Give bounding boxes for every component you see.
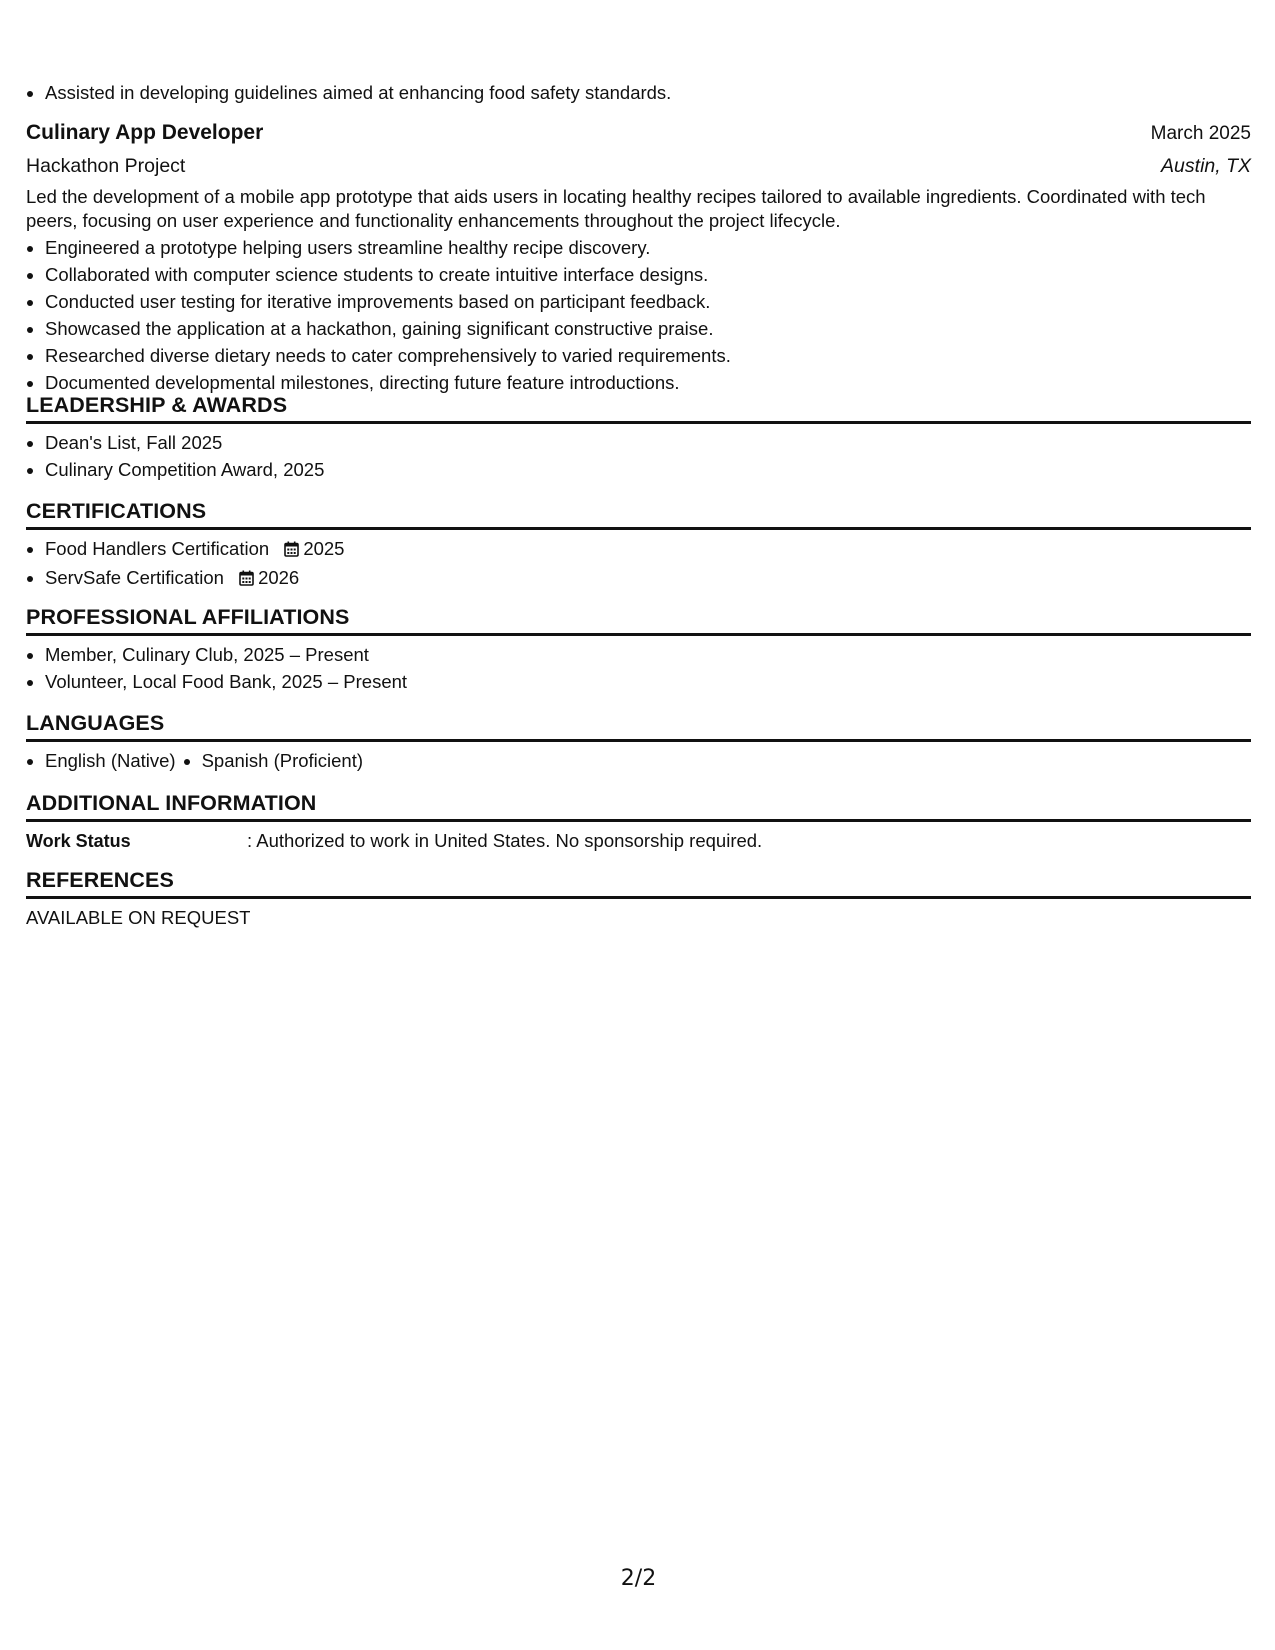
job-title: Culinary App Developer — [26, 121, 264, 144]
previous-job-bullets — [26, 79, 671, 106]
list-item: • Showcased the application at a hackathon, gaining significant constructive praise. — [45, 315, 1251, 342]
certification-year: 2025 — [303, 538, 345, 559]
list-item — [45, 564, 1251, 593]
leadership-list — [26, 429, 1251, 483]
languages-section — [26, 708, 1251, 774]
job-bullets — [26, 234, 1251, 396]
list-item: • Documented developmental milestones, directing future feature introductions. — [45, 369, 1251, 396]
list-item: • Assisted in developing guidelines aimed at enhancing food safety standards. — [45, 79, 671, 106]
list-item: • Member, Culinary Club, 2025 – Present — [45, 641, 1251, 668]
resume-page — [26, 0, 1251, 1650]
job-organization: Hackathon Project — [26, 155, 186, 177]
list-item: • Volunteer, Local Food Bank, 2025 – Present — [45, 668, 1251, 695]
section-divider — [26, 421, 1251, 424]
section-heading: PROFESSIONAL AFFILIATIONS — [26, 605, 350, 629]
work-status-value: : Authorized to work in United States. No sponsorship required. — [247, 830, 763, 851]
job-description: Led the development of a mobile app prototype that aids users in locating healthy recipes tailored to available ingredients. Coordinated with tech peers, focusing on user experience and functionality enhancements throughout the project lifecycle. — [26, 186, 1206, 231]
job-location: Austin, TX — [1161, 155, 1251, 177]
list-item — [45, 535, 1251, 564]
section-divider — [26, 633, 1251, 636]
section-divider — [26, 896, 1251, 899]
section-divider — [26, 819, 1251, 822]
references-text: AVAILABLE ON REQUEST — [26, 907, 251, 928]
certifications-section — [26, 496, 1251, 593]
section-divider — [26, 739, 1251, 742]
work-status-label: Work Status — [26, 831, 131, 851]
section-heading: LEADERSHIP & AWARDS — [26, 393, 288, 417]
certification-name: ServSafe Certification — [45, 567, 224, 588]
section-heading: REFERENCES — [26, 868, 174, 892]
calendar-icon — [284, 537, 299, 564]
section-heading: LANGUAGES — [26, 711, 165, 735]
list-item: • Engineered a prototype helping users streamline healthy recipe discovery. — [45, 234, 1251, 261]
list-item: • Collaborated with computer science students to create intuitive interface designs. — [45, 261, 1251, 288]
calendar-icon — [239, 566, 254, 593]
section-heading: ADDITIONAL INFORMATION — [26, 791, 317, 815]
list-item: • Dean's List, Fall 2025 — [45, 429, 1251, 456]
additional-info-section — [26, 788, 1251, 855]
affiliations-section — [26, 602, 1251, 695]
section-heading: CERTIFICATIONS — [26, 499, 207, 523]
languages-list — [26, 747, 1251, 774]
leadership-section — [26, 390, 1251, 483]
certifications-list — [26, 535, 1251, 593]
list-item: • Culinary Competition Award, 2025 — [45, 456, 1251, 483]
job-header-row — [26, 117, 1251, 150]
page-number: 2/2 — [620, 1566, 657, 1591]
certification-year: 2026 — [258, 567, 300, 588]
section-divider — [26, 527, 1251, 530]
certification-name: Food Handlers Certification — [45, 538, 270, 559]
job-subheader-row — [26, 150, 1251, 182]
list-item: • Researched diverse dietary needs to cater comprehensively to varied requirements. — [45, 342, 1251, 369]
references-section — [26, 865, 1251, 932]
affiliations-list — [26, 641, 1251, 695]
list-item: • Spanish (Proficient) — [202, 747, 363, 774]
work-status-row — [26, 827, 1251, 855]
list-item: • English (Native) — [45, 747, 176, 774]
job-entry — [26, 117, 1251, 396]
job-date: March 2025 — [1150, 123, 1251, 144]
list-item: • Conducted user testing for iterative improvements based on participant feedback. — [45, 288, 1251, 315]
